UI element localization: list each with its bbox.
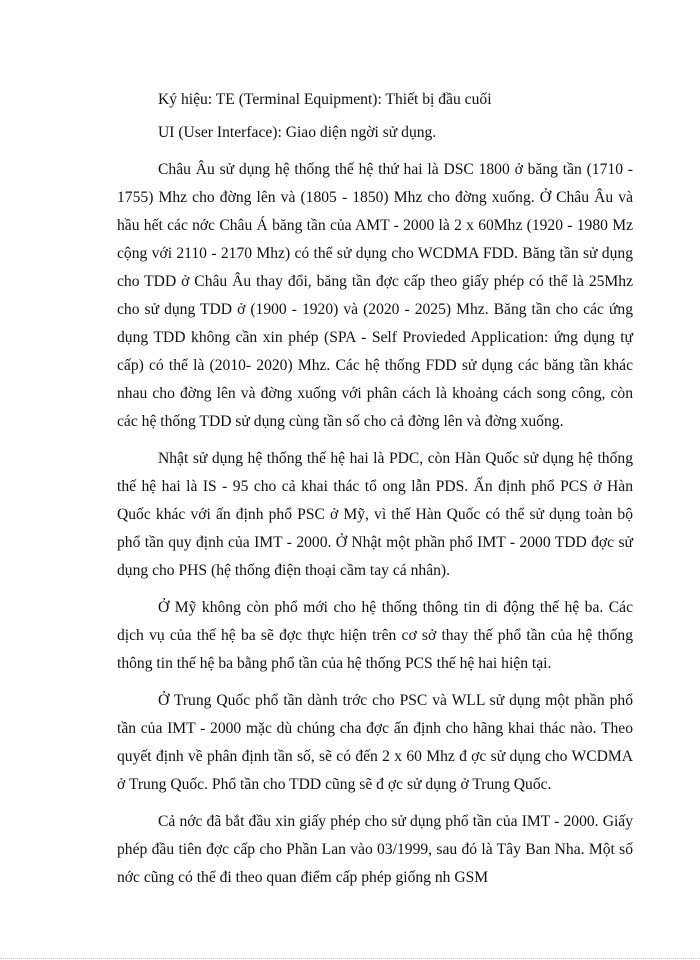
paragraph-europe-spectrum: Châu Âu sử dụng hệ thống thế hệ thứ hai là DSC 1800 ở băng tần (1710 - 1755) Mhz cho đờng lên và (1805 - 1850) Mhz cho đờng xuống. Ở Châu Âu và hầu hết các nớc Châu Á băng tần của AMT - 2000 là 2 x 60Mhz (1920 - 1980 Mz cộng với 2110 - 2170 Mhz) có thể sử dụng cho WCDMA FDD. Băng tần sử dụng cho TDD ở Châu Âu thay đổi, băng tần đợc cấp theo giấy phép có thể là 25Mhz cho sử dụng TDD ở (1900 - 1920) và (2020 - 2025) Mhz. Băng tần cho các ứng dụng TDD không cần xin phép (SPA - Self Provieded Application: ứng dụng tự cấp) có thể là (2010- 2020) Mhz. Các hệ thống FDD sử dụng các băng tần khác nhau cho đờng lên và đờng xuống với phân cách là khoảng cách song công, còn các hệ thống TDD sử dụng cùng tần số cho cả đờng lên và đờng xuống.: [117, 161, 633, 430]
paragraph-ui-definition: UI (User Interface): Giao diện ngời sử dụng.: [158, 124, 437, 141]
document-body: [117, 86, 633, 892]
paragraph-licensing: Cả nớc đã bắt đầu xin giấy phép cho sử dụng phổ tần của IMT - 2000. Giấy phép đầu tiên đợc cấp cho Phần Lan vào 03/1999, sau đó là Tây Ban Nha. Một số nớc cũng có thể đi theo quan điểm cấp phép giống nh GSM: [117, 813, 633, 886]
page-bottom-divider: [0, 958, 700, 959]
paragraph-usa-spectrum: Ở Mỹ không còn phổ mới cho hệ thống thông tin di động thế hệ ba. Các dịch vụ của thế hệ ba sẽ đợc thực hiện trên cơ sở thay thế phổ tần của hệ thống thông tin thế hệ ba bằng phổ tần của hệ thống PCS thế hệ hai hiện tại.: [117, 599, 633, 672]
paragraph-te-definition: Ký hiệu: TE (Terminal Equipment): Thiết bị đầu cuối: [158, 91, 492, 108]
paragraph-japan-korea-spectrum: Nhật sử dụng hệ thống thế hệ hai là PDC, còn Hàn Quốc sử dụng hệ thống thế hệ hai là IS - 95 cho cả khai thác tổ ong lẫn PDS. Ấn định phổ PCS ở Hàn Quốc khác với ấn định phổ PSC ở Mỹ, vì thế Hàn Quốc có thể sử dụng toàn bộ phổ tần quy định của IMT - 2000. Ở Nhật một phần phổ IMT - 2000 TDD đợc sử dụng cho PHS (hệ thống điện thoại cầm tay cá nhân).: [117, 450, 633, 579]
paragraph-china-spectrum: Ở Trung Quốc phổ tần dành trớc cho PSC và WLL sử dụng một phần phổ tần của IMT - 2000 mặc dù chúng cha đợc ấn định cho hãng khai thác nào. Theo quyết định về phân định tần số, sẽ có đến 2 x 60 Mhz đ ợc sử dụng cho WCDMA ở Trung Quốc. Phổ tần cho TDD cũng sẽ đ ợc sử dụng ở Trung Quốc.: [117, 692, 633, 793]
